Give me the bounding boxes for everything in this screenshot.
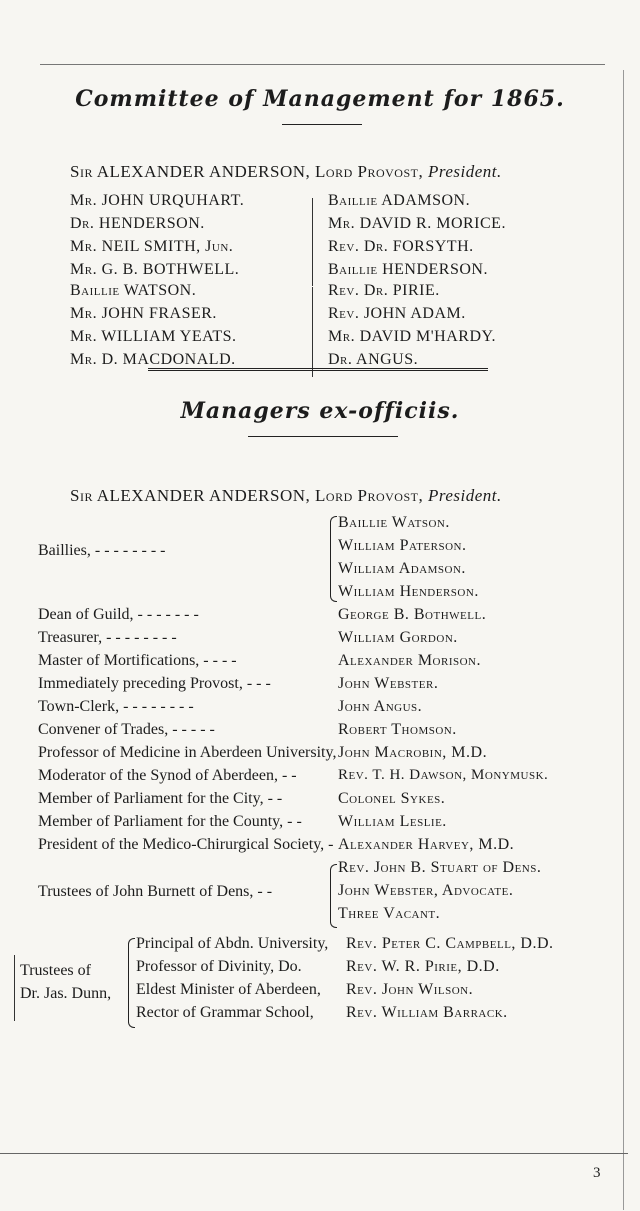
managers-president — [70, 486, 502, 506]
committee-member: Baillie HENDERSON. — [328, 261, 488, 278]
office-label: Dean of Guild, - - - - - - - — [38, 606, 199, 623]
page-edge-line — [623, 70, 624, 1210]
committee-member: Rev. Dr. PIRIE. — [328, 282, 440, 299]
column-divider — [312, 198, 313, 286]
office-holder: George B. Bothwell. — [338, 606, 487, 623]
committee-member: Baillie ADAMSON. — [328, 192, 471, 209]
bottom-rule — [0, 1153, 628, 1154]
committee-member: Mr. D. MACDONALD. — [70, 351, 236, 368]
office-holder: Colonel Sykes. — [338, 790, 446, 807]
dunn-office: Eldest Minister of Aberdeen, — [136, 981, 321, 998]
office-label: President of the Medico-Chirurgical Society, - — [38, 836, 334, 853]
committee-member: Mr. JOHN FRASER. — [70, 305, 217, 322]
president-name: Sir ALEXANDER ANDERSON, Lord Provost, — [70, 162, 424, 181]
office-label: Town-Clerk, - - - - - - - - — [38, 698, 194, 715]
office-holder: Alexander Morison. — [338, 652, 482, 669]
margin-line — [14, 955, 15, 1021]
heading-rule — [282, 124, 362, 125]
office-holder: William Gordon. — [338, 629, 458, 646]
office-holder: John Macrobin, M.D. — [338, 744, 488, 761]
section-rule — [148, 368, 488, 371]
committee-member: Rev. Dr. FORSYTH. — [328, 238, 474, 255]
trustee-name: Three Vacant. — [338, 905, 441, 922]
burnett-trustees-label: Trustees of John Burnett of Dens, - - — [38, 883, 273, 900]
office-holder: John Webster. — [338, 675, 439, 692]
baillie-name: Baillie Watson. — [338, 514, 450, 531]
president-name: Sir ALEXANDER ANDERSON, Lord Provost, — [70, 486, 424, 505]
committee-member: Mr. DAVID M'HARDY. — [328, 328, 496, 345]
baillies-label: Baillies, - - - - - - - - — [38, 542, 166, 559]
office-holder: Robert Thomson. — [338, 721, 457, 738]
baillie-name: William Adamson. — [338, 560, 466, 577]
dunn-trustees-label: Dr. Jas. Dunn, — [20, 985, 112, 1002]
dunn-holder: Rev. John Wilson. — [346, 981, 474, 998]
committee-member: Dr. ANGUS. — [328, 351, 419, 368]
dunn-trustees-label: Trustees of — [20, 962, 91, 979]
committee-member: Mr. DAVID R. MORICE. — [328, 215, 506, 232]
office-label: Convener of Trades, - - - - - — [38, 721, 215, 738]
committee-president — [70, 162, 502, 182]
office-holder: William Leslie. — [338, 813, 447, 830]
brace — [330, 864, 337, 928]
committee-member: Mr. G. B. BOTHWELL. — [70, 261, 240, 278]
dunn-office: Principal of Abdn. University, — [136, 935, 329, 952]
baillie-name: William Paterson. — [338, 537, 467, 554]
office-label: Member of Parliament for the County, - - — [38, 813, 302, 830]
trustee-name: Rev. John B. Stuart of Dens. — [338, 859, 542, 876]
president-role: President. — [427, 486, 502, 505]
office-label: Moderator of the Synod of Aberdeen, - - — [38, 767, 297, 784]
page-number: 3 — [593, 1165, 601, 1181]
dunn-holder: Rev. Peter C. Campbell, D.D. — [346, 935, 554, 952]
brace — [128, 938, 135, 1028]
president-role: President. — [427, 162, 502, 181]
office-label: Treasurer, - - - - - - - - — [38, 629, 177, 646]
top-rule — [40, 64, 605, 65]
office-label: Master of Mortifications, - - - - — [38, 652, 237, 669]
dunn-office: Rector of Grammar School, — [136, 1004, 314, 1021]
committee-member: Dr. HENDERSON. — [70, 215, 205, 232]
committee-member: Baillie WATSON. — [70, 282, 197, 299]
office-label: Professor of Medicine in Aberdeen University, — [38, 744, 337, 761]
column-divider — [312, 287, 313, 377]
committee-member: Mr. NEIL SMITH, Jun. — [70, 238, 234, 255]
managers-heading: Managers ex-officiis. — [180, 398, 460, 424]
committee-member: Mr. JOHN URQUHART. — [70, 192, 245, 209]
committee-member: Rev. JOHN ADAM. — [328, 305, 466, 322]
committee-member: Mr. WILLIAM YEATS. — [70, 328, 237, 345]
dunn-holder: Rev. W. R. Pirie, D.D. — [346, 958, 500, 975]
trustee-name: John Webster, Advocate. — [338, 882, 514, 899]
office-label: Member of Parliament for the City, - - — [38, 790, 283, 807]
dunn-holder: Rev. William Barrack. — [346, 1004, 508, 1021]
office-holder: John Angus. — [338, 698, 423, 715]
dunn-office: Professor of Divinity, Do. — [136, 958, 302, 975]
committee-heading: Committee of Management for 1865. — [75, 86, 565, 112]
office-label: Immediately preceding Provost, - - - — [38, 675, 271, 692]
office-holder: Alexander Harvey, M.D. — [338, 836, 515, 853]
baillie-name: William Henderson. — [338, 583, 479, 600]
office-holder: Rev. T. H. Dawson, Monymusk. — [338, 767, 549, 783]
heading-rule — [248, 436, 398, 437]
brace — [330, 516, 337, 602]
